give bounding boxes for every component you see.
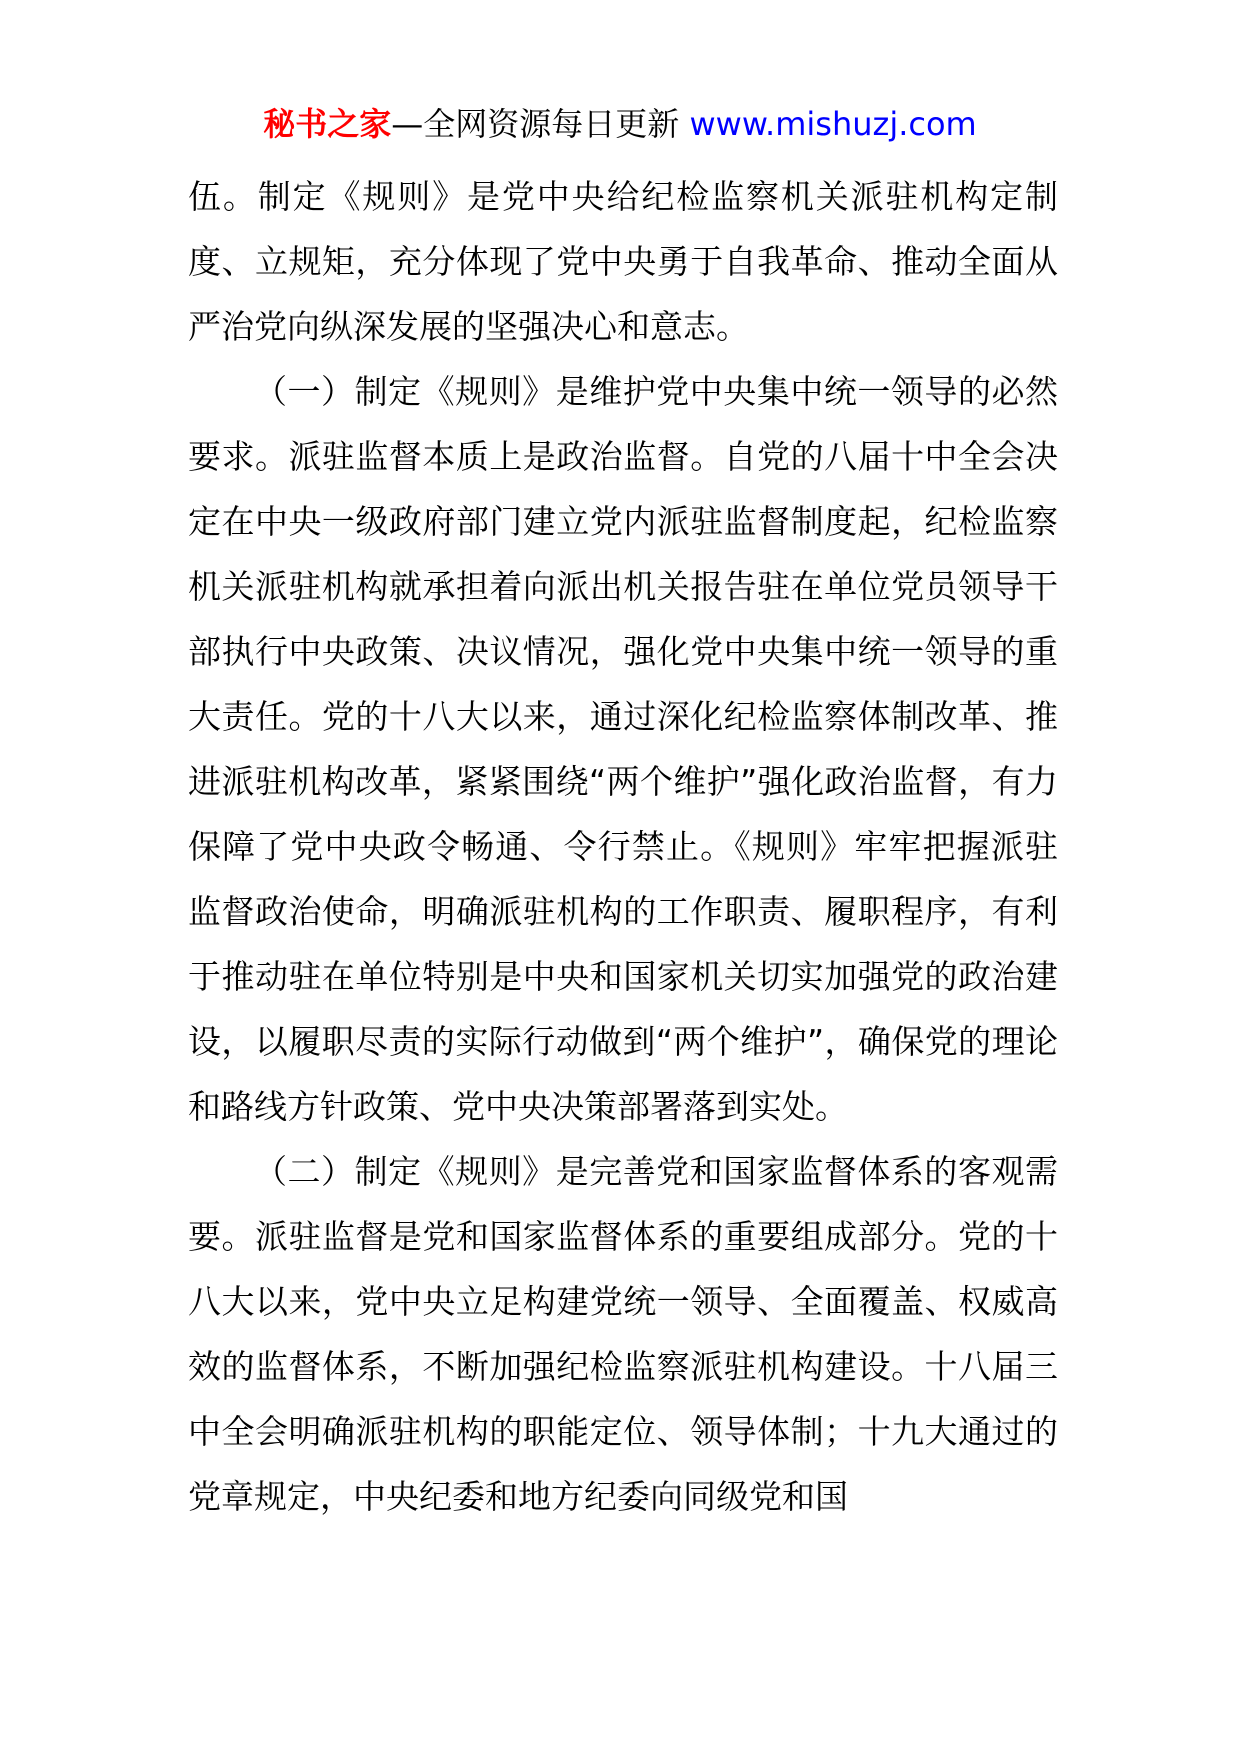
paragraph-section-2: （二）制定《规则》是完善党和国家监督体系的客观需要。派驻监督是党和国家监督体系的重要组成部分。党的十八大以来，党中央立足构建党统一领导、全面覆盖、权威高效的监督体系，不断加强纪检监察派驻机构建设。十八届三中全会明确派驻机构的职能定位、领导体制；十九大通过的党章规定，中央纪委和地方纪委向同级党和国	[188, 1152, 1058, 1516]
page-header	[0, 103, 1240, 145]
site-url-link[interactable]: www.mishuzj.com	[689, 105, 977, 143]
document-body	[188, 164, 1058, 1529]
paragraph-continuation: 伍。制定《规则》是党中央给纪检监察机关派驻机构定制度、立规矩，充分体现了党中央勇于自我革命、推动全面从严治党向纵深发展的坚强决心和意志。	[188, 177, 1058, 346]
site-brand: 秘书之家	[263, 105, 392, 143]
paragraph-section-1: （一）制定《规则》是维护党中央集中统一领导的必然要求。派驻监督本质上是政治监督。自党的八届十中全会决定在中央一级政府部门建立党内派驻监督制度起，纪检监察机关派驻机构就承担着向派出机关报告驻在单位党员领导干部执行中央政策、决议情况，强化党中央集中统一领导的重大责任。党的十八大以来，通过深化纪检监察体制改革、推进派驻机构改革，紧紧围绕“两个维护”强化政治监督，有力保障了党中央政令畅通、令行禁止。《规则》牢牢把握派驻监督政治使命，明确派驻机构的工作职责、履职程序，有利于推动驻在单位特别是中央和国家机关切实加强党的政治建设，以履职尽责的实际行动做到“两个维护”，确保党的理论和路线方针政策、党中央决策部署落到实处。	[188, 372, 1058, 1126]
site-tagline: —全网资源每日更新	[391, 105, 680, 143]
